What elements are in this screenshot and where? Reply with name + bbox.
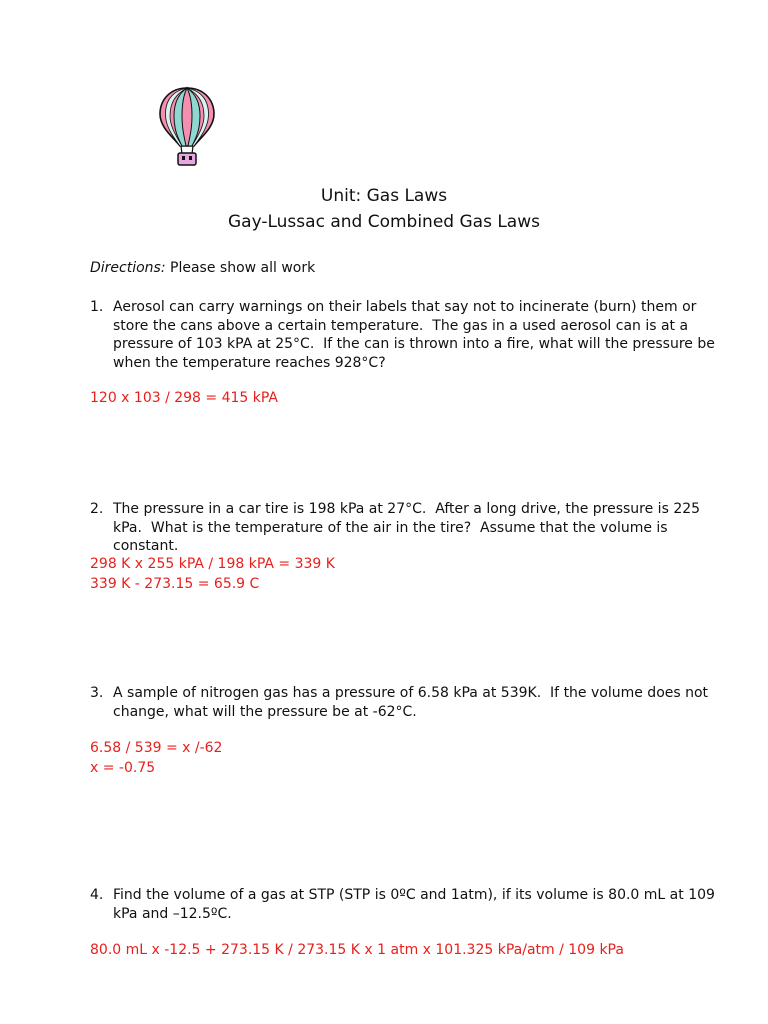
directions-text: Please show all work [165, 260, 316, 276]
directions [90, 260, 315, 276]
answer-line: x = -0.75 [90, 760, 156, 776]
question-number: 3. [90, 685, 104, 701]
question-text: Aerosol can carry warnings on their labels that say not to incinerate (burn) them or store the cans above a certain temperature. The gas in a used aerosol can is at a pressure of 103 kPA at 25°C. If the can is thrown into a fire, what will the pressure be when the temperature reaches 928°C? [113, 299, 720, 371]
question-text: A sample of nitrogen gas has a pressure of 6.58 kPa at 539K. If the volume does not change, what will the pressure be at -62°C. [113, 685, 713, 720]
answer-4 [90, 940, 624, 960]
directions-label: Directions: [90, 260, 166, 276]
question-number: 1. [90, 299, 104, 315]
question-text: The pressure in a car tire is 198 kPa at 27°C. After a long drive, the pressure is 225 kPa. What is the temperature of the air in the tire? Assume that the volume is constant. [113, 501, 705, 554]
question-text: Find the volume of a gas at STP (STP is 0ºC and 1atm), if its volume is 80.0 mL at 109 kPa and –12.5ºC. [113, 887, 720, 922]
answer-line: 6.58 / 539 = x /-62 [90, 740, 223, 756]
question-number: 2. [90, 501, 104, 517]
answer-line: 80.0 mL x -12.5 + 273.15 K / 273.15 K x 1 atm x 101.325 kPa/atm / 109 kPa [90, 942, 624, 958]
question-2 [90, 500, 730, 556]
question-3 [90, 684, 730, 721]
answer-line: 298 K x 255 kPA / 198 kPA = 339 K [90, 556, 335, 572]
question-1 [90, 298, 730, 372]
answer-line: 339 K - 273.15 = 65.9 C [90, 576, 260, 592]
answer-3 [90, 738, 222, 778]
page-title: Unit: Gas Laws [320, 186, 448, 206]
question-4 [90, 886, 730, 923]
answer-line: 120 x 103 / 298 = 415 kPA [90, 390, 279, 406]
question-number: 4. [90, 887, 104, 903]
page-subtitle: Gay-Lussac and Combined Gas Laws [228, 212, 540, 232]
answer-2 [90, 554, 335, 594]
hot-air-balloon-icon [158, 86, 216, 170]
answer-1 [90, 388, 278, 408]
